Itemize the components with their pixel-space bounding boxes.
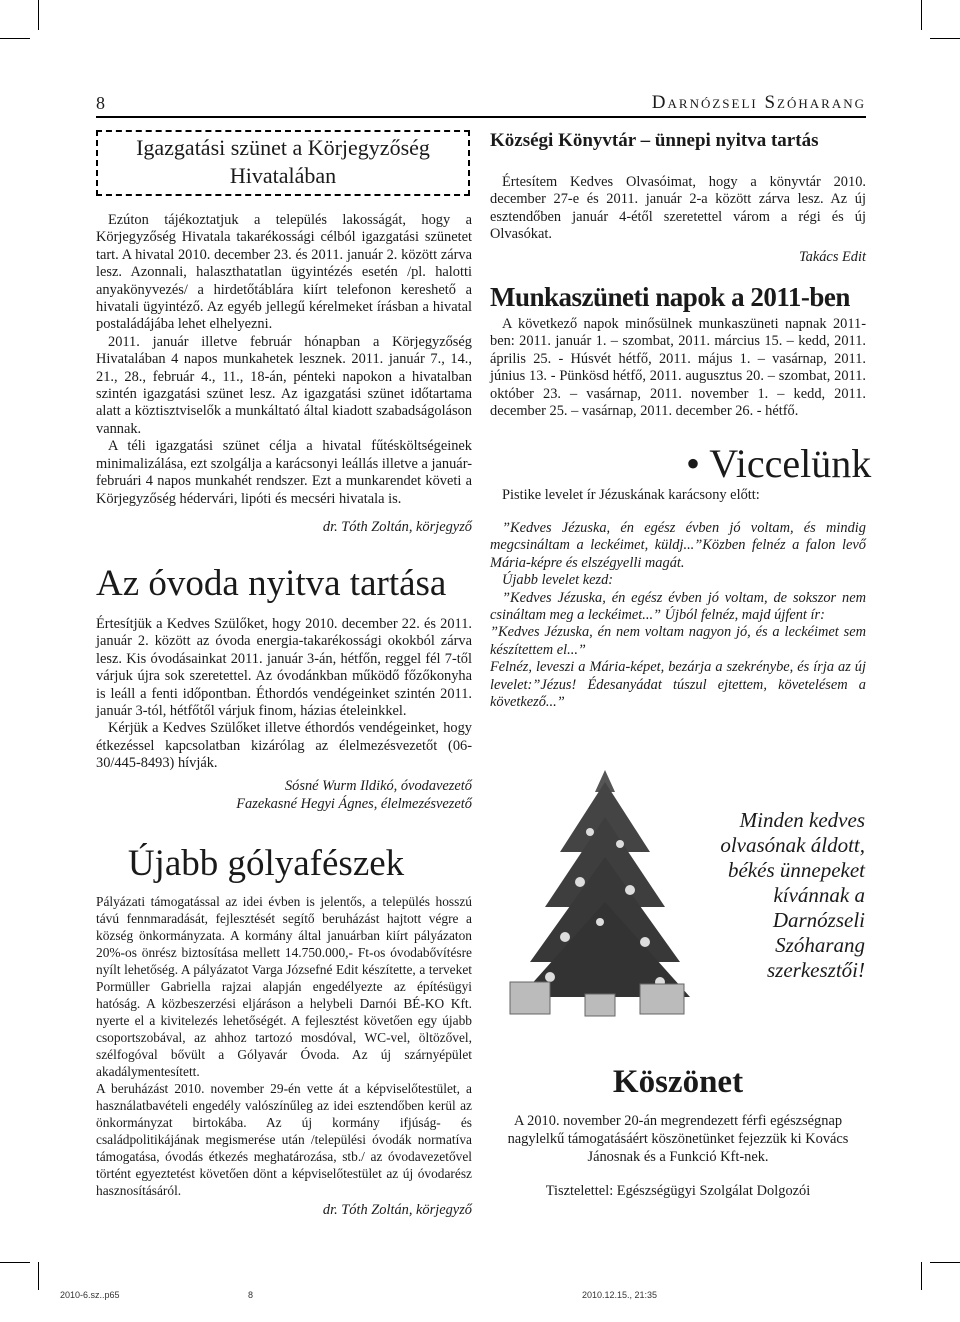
greeting-line: Szóharang (775, 933, 865, 957)
paragraph: A 2010. november 20-án megrendezett férfi egészségnap nagylelkű támogatásáért köszönetünket fejezzük ki Kovács Jánosnak és a Funkció Kft-nek. (507, 1113, 849, 1165)
article-body (490, 520, 866, 711)
article-body (490, 316, 866, 420)
article-title (96, 134, 470, 190)
crop-mark (930, 1262, 960, 1263)
signature: Takács Edit (798, 248, 866, 265)
signature: dr. Tóth Zoltán, körjegyző (322, 1202, 472, 1218)
greeting-line: olvasónak áldott, (720, 833, 865, 857)
paragraph: 2011. január illetve február hónapban a Körjegyzőség Hivatalában 4 napos munkahetek lesznek. 2011. január 7., 14., 21., 28., február 4., 11., 18-án, pénteki napokon a hivatalban szintén igazgatási szünet lesz. Az igazgatási szünet időtartama alatt a köztisztviselők a munkáltató által kiadott szabadságoláson vannak. (96, 333, 472, 437)
footer-page: 8 (248, 1290, 254, 1300)
crop-mark (921, 1262, 922, 1290)
paragraph: Felnéz, leveszi a Mária-képet, bezárja a szekrénybe, és írja az új levelet:”Jézus! Édesanyádat túszul ejtettem, követelésem a következő...” (490, 659, 866, 711)
article-title: Az óvoda nyitva tartása (96, 563, 447, 604)
paragraph: Tisztelettel: Egészségügyi Szolgálat Dolgozói (545, 1183, 811, 1199)
greeting-line: békés ünnepeket (727, 858, 865, 882)
header-rule (96, 116, 866, 118)
article-title: Újabb gólyafészek (127, 843, 405, 884)
footer-file: 2010-6.sz..p65 (60, 1290, 120, 1300)
crop-mark (930, 38, 960, 39)
paragraph: Újabb levelet kezd: (502, 572, 614, 589)
article-title: Munkaszüneti napok a 2011-ben (490, 282, 850, 312)
article-title (686, 440, 871, 487)
crop-mark (0, 38, 30, 39)
article-body (96, 212, 472, 536)
paragraph: A téli igazgatási szünet célja a hivatal fűtésköltségeinek minimalizálása, ezt szolgálja a karácsonyi leállás illetve a január-februári 4 napos munkahét rendszer. Ezt a munkarendet követi a Körjegyzőség hédervári, lipóti és mecséri hivatala is. (96, 438, 472, 507)
article-body (490, 174, 866, 266)
paragraph: Értesítjük a Kedves Szülőket, hogy 2010. december 22. és 2011. január 2. között az óvoda energia-takarékossági okokból zárva lesz. Kis óvodásainkat 2011. január 3-án, hétfőn, reggel fél 7-től várjuk újra sok szeretettel. Az óvodánkban működő főzőkonyha is leáll a fenti időpontban. Éthordós vendégeinket szintén 2011. január 3-tól, hétfőtől várjuk finom, házias ételeinkkel. (96, 616, 472, 720)
paragraph: Pistike levelet ír Jézuskának karácsony előtt: (502, 487, 760, 503)
print-footer (0, 1290, 960, 1308)
greeting-line: Darnózseli (772, 908, 865, 932)
article-body (490, 487, 866, 504)
title-text: Viccelünk (709, 441, 872, 486)
crop-mark (38, 1262, 39, 1290)
greeting-line: Minden kedves (739, 808, 865, 832)
paragraph: ”Kedves Jézuska, én egész évben jó voltam, és mindig megcsináltam a leckéimet, küldj...”Közben felnéz a falon levő Mária-képre és elszégyelli magát. (490, 520, 866, 571)
newspaper-name: Darnózseli Szóharang (651, 92, 866, 113)
signature: Fazekasné Hegyi Ágnes, élelmezésvezető (236, 795, 472, 812)
paragraph: Pályázati támogatással az idei évben is jelentős, a település hosszú távú fennmaradását, fejlesztését segítő beruházást hajtott végre a község önkormányzata. A kormány által januárban kiírt pályázaton 20%-os önrész biztosítása mellett 14.750.000,- Ft-os óvodabővítésre nyílt lehetőség. A pályázatot Varga Józsefné Edit készítette, a terveket Pormüller Gabriella rajzai alapján engedélyezte az építésügyi hatóság. A közbeszerzési eljáráson a helybeli Darnói BÉ-KO Kft. nyerte el a kivitelezés lehetőségét. A fejlesztést követően egy újabb csoportszobával, az ahhoz tartozó mosdóval, WC-vel, öltözővel, szélfogóval bővült a Gólyavár Óvoda. Az új szárnyépület akadálymentesített. (96, 894, 472, 1079)
crop-mark (0, 1262, 30, 1263)
page-number: 8 (96, 93, 105, 113)
greeting-line: kívánnak a (773, 883, 865, 907)
signature: Sósné Wurm Ildikó, óvodavezető (284, 777, 472, 794)
title-line: Hivatalában (229, 163, 337, 188)
paragraph: ”Kedves Jézuska, én nem voltam nagyon jó, és a leckéimet sem készítettem el...” (490, 624, 866, 658)
christmas-tree-icon (490, 762, 700, 1022)
greeting-text (705, 808, 865, 983)
footer-date: 2010.12.15., 21:35 (582, 1290, 658, 1300)
crop-mark (38, 0, 39, 30)
greeting-line: szerkesztői! (767, 958, 865, 982)
bullet-icon: • (686, 441, 701, 486)
paragraph: Kérjük a Kedves Szülőket illetve éthordós vendégeinket, hogy étkezéssel kapcsolatban kizárólag az élelmezésvezetőt (06-30/445-8493) hívják. (96, 720, 472, 772)
signature: dr. Tóth Zoltán, körjegyző (322, 518, 472, 535)
crop-mark (921, 0, 922, 30)
paragraph: Értesítem Kedves Olvasóimat, hogy a könyvtár 2010. december 27-e és 2011. január 2-a között zárva lesz. Az új esztendőben január 4-étől szeretettel várom a régi és új Olvasókat. (490, 174, 866, 243)
paragraph: A beruházást 2010. november 29-én vette át a képviselőtestület, a használatbavételi engedély valószínűleg az idei esztendőben kerül az önkormányzat birtokába. Az új kormány ifjúság- és családpolitikájának megismerése után /települési óvodák normatíva támogatása, óvodás étkezés meghatározása, stb./ az óvodavezetővel történt egyeztetést követően dönt a képviselőtestület az új óvodarész hasznosításáról. (96, 1081, 472, 1198)
article-title: Községi Könyvtár – ünnepi nyitva tartás (490, 130, 819, 151)
article-body (96, 893, 472, 1219)
article-body (490, 1112, 866, 1200)
article-title: Köszönet (612, 1064, 744, 1100)
article-body (96, 616, 472, 813)
paragraph: ”Kedves Jézuska, én egész évben jó voltam, de sokszor nem csináltam meg a leckéimet...” Újból felnéz, majd újfent ír: (490, 589, 866, 624)
paragraph: Ezúton tájékoztatjuk a település lakosságát, hogy a Körjegyzőség Hivatala takarékossági célból igazgatási szünetet tart. A hivatal 2010. december 23. és 2011. január 2. között zárva lesz. Azonnali, halaszthatatlan ügyintézés esetén /pl. halotti anyakönyvezés/ a hirdetőtáblára kiírt telefonon kereshető a hivatali ügyintéző. Az egyéb jellegű kérelmeket írásban a hivatal postaládájába lehet elhelyezni. (96, 212, 472, 333)
title-line: Igazgatási szünet a Körjegyzőség (136, 135, 430, 160)
paragraph: A következő napok minősülnek munkaszüneti napnak 2011-ben: 2011. január 1. – szombat, 2011. március 15. – kedd, 2011. április 25. - Húsvét hétfő, 2011. május 1. – vasárnap, 2011. június 13. - Pünkösd hétfő, 2011. augusztus 20. – szombat, 2011. október 23. – vasárnap, 2011. november 1. – kedd, 2011. december 25. – vasárnap, 2011. december 26. - hétfő. (490, 316, 866, 420)
